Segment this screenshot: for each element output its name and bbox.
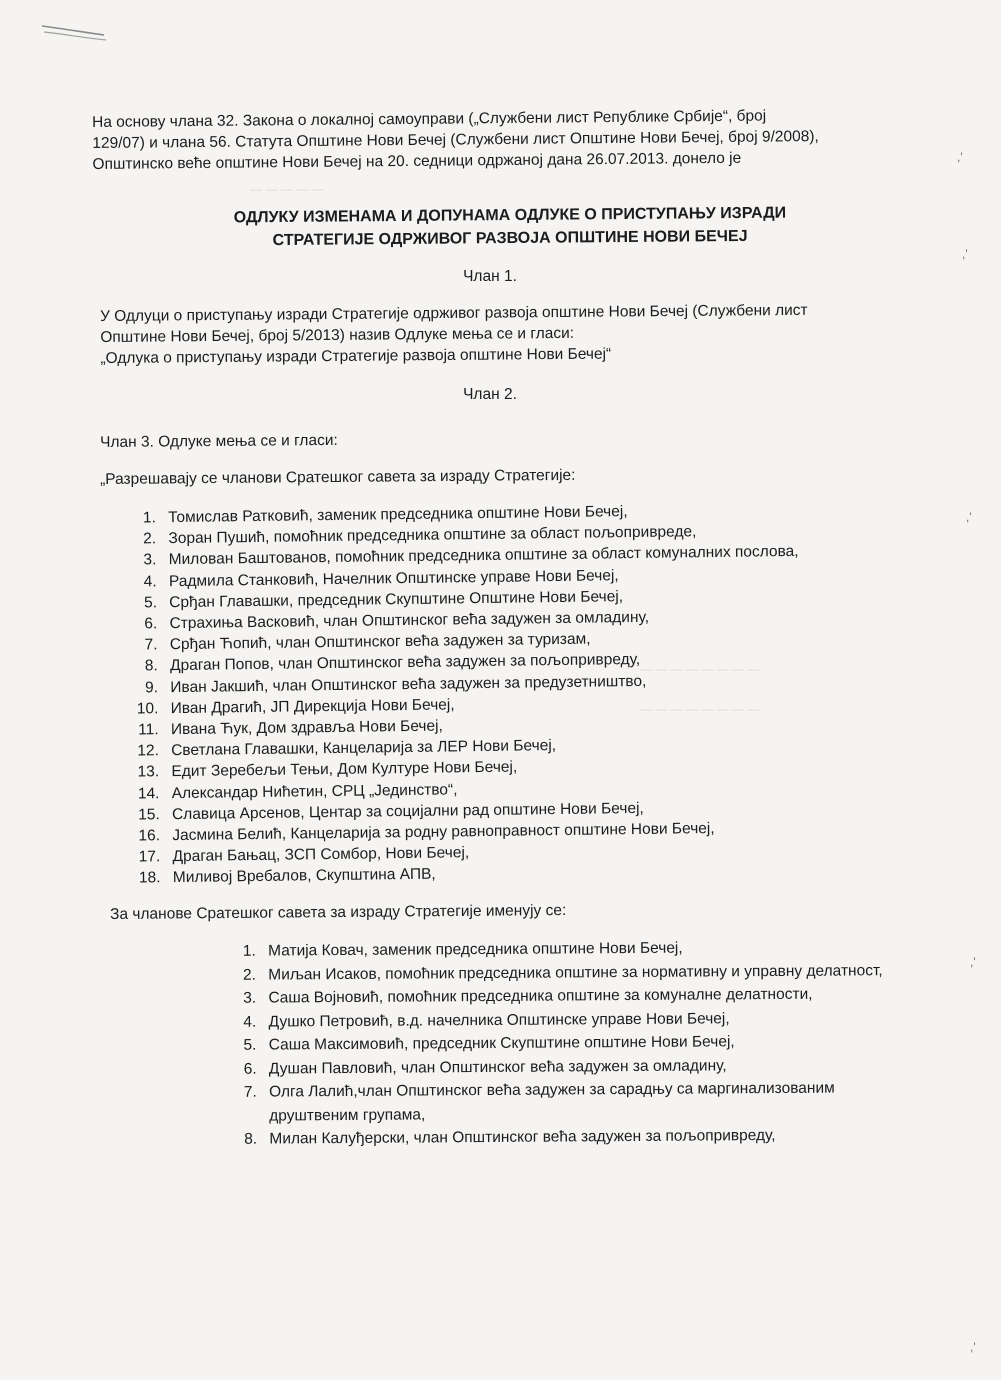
bleed-through-text: — — — — —: [250, 182, 324, 196]
appointed-members-list: [200, 935, 901, 1151]
list-item: 16. Јасмина Белић, Канцеларија за родну равноправност општине Нови Бечеј,: [164, 817, 802, 847]
list-item: 17. Драган Бањац, ЗСП Сомбор, Нови Бечеј,: [164, 838, 802, 868]
document-title: [120, 201, 900, 254]
appoint-intro: За чланове Сратешког савета за израду Стратегије именују се:: [110, 902, 567, 923]
article-1-heading: Члан 1.: [463, 268, 517, 285]
list-item: 7. Срђан Ћопић, члан Општинског већа задужен за туризам,: [162, 626, 800, 656]
article-1-line: У Одлуци о приступању изради Стратегије одрживог развоја општине Нови Бечеј (Службени лист: [100, 301, 808, 325]
list-item: 2. Зоран Пушић, помоћник председника општине за област пољопривреде,: [160, 520, 798, 550]
list-item: 8. Милан Калуђерски, члан Општинског већа задужен за пољопривреду,: [261, 1123, 901, 1151]
title-line: СТРАТЕГИЈЕ ОДРЖИВОГ РАЗВОЈА ОПШТИНЕ НОВИ БЕЧЕЈ: [272, 227, 748, 250]
list-item: 18. Миливој Вребалов, Скупштина АПВ,: [165, 859, 803, 889]
intro-line: 129/07) и члана 56. Статута Општине Нови Бечеј (Службени лист Општине Нови Бечеј, број 9/2008),: [92, 128, 819, 152]
list-item: 1. Матија Ковач, заменик председника општине Нови Бечеј,: [260, 935, 900, 963]
paperclip-mark: [38, 18, 110, 48]
scan-speck: ,': [966, 510, 972, 524]
scan-speck: ,': [970, 1340, 976, 1354]
scan-speck: ,': [970, 955, 976, 969]
article-1-text: [100, 300, 808, 369]
list-item: 3. Саша Војновић, помоћник председника општине за комуналне делатности,: [260, 982, 900, 1010]
dismissed-members-list: [100, 499, 803, 890]
list-item: 7. Олга Лалић,члан Општинског већа задужен за сарадњу са маргинализованим друштвеним групама,: [261, 1076, 901, 1127]
list-item: 12. Светлана Главашки, Канцеларија за ЛЕР Нови Бечеј,: [163, 732, 801, 762]
list-item: 15. Славица Арсенов, Центар за социјални рад општине Нови Бечеј,: [164, 796, 802, 826]
list-item: 1. Томислав Ратковић, заменик председника општине Нови Бечеј,: [160, 499, 798, 529]
list-item: 9. Иван Јакшић, члан Општинског већа задужен за предузетништво,: [162, 668, 800, 698]
list-item: 6. Душан Павловић, члан Општинског већа задужен за омладину,: [261, 1053, 901, 1081]
list-item: 10. Иван Драгић, ЈП Дирекција Нови Бечеј,: [162, 690, 800, 720]
bleed-through-text: — — — — — — — —: [640, 662, 760, 676]
dismiss-intro: „Разрешавају се чланови Сратешког савета за израду Стратегије:: [100, 466, 576, 488]
list-item: 14. Александар Нићетин, СРЦ „Јединство“,: [164, 774, 802, 804]
scan-speck: ,': [957, 150, 963, 164]
list-item: 2. Миљан Исаков, помоћник председника општине за нормативну и управну делатност,: [260, 959, 900, 987]
list-item: 11. Ивана Ћук, Дом здравља Нови Бечеј,: [163, 711, 801, 741]
list-item: 3. Милован Баштованов, помоћник председника општине за област комуналних послова,: [161, 541, 799, 571]
article-1-line: „Одлука о приступању изради Стратегије развоја општине Нови Бечеј“: [100, 345, 612, 367]
intro-paragraph: [92, 105, 819, 175]
list-item: 4. Душко Петровић, в.д. начелника Општинске управе Нови Бечеј,: [260, 1006, 900, 1034]
article-2-heading: Члан 2.: [463, 386, 517, 403]
article-2-text: Члан 3. Одлуке мења се и гласи:: [100, 431, 338, 451]
intro-line: Општинско веће општине Нови Бечеј на 20. седници одржаној дана 26.07.2013. донело је: [92, 149, 742, 173]
list-item: 5. Срђан Главашки, председник Скупштине Општине Нови Бечеј,: [161, 584, 799, 614]
title-line: ОДЛУКУ ИЗМЕНАМА И ДОПУНАМА ОДЛУКЕ О ПРИСТУПАЊУ ИЗРАДИ: [233, 204, 787, 227]
bleed-through-text: — — — — — — — —: [640, 702, 760, 716]
list-item: 5. Саша Максимовић, председник Скупштине општине Нови Бечеј,: [261, 1029, 901, 1057]
scan-speck: ,': [962, 247, 968, 261]
article-1-line: Општине Нови Бечеј, број 5/2013) назив Одлуке мења се и гласи:: [100, 324, 575, 346]
intro-line: На основу члана 32. Закона о локалној самоуправи („Службени лист Републике Србије“, број: [92, 107, 767, 131]
list-item: 13. Едит Зеребељи Тењи, Дом Културе Нови Бечеј,: [163, 753, 801, 783]
list-item: 6. Страхиња Васковић, члан Општинског већа задужен за омладину,: [161, 605, 799, 635]
list-item: 8. Драган Попов, члан Општинског већа задужен за пољопривреду,: [162, 647, 800, 677]
list-item: 4. Радмила Станковић, Начелник Општинске управе Нови Бечеј,: [161, 562, 799, 592]
